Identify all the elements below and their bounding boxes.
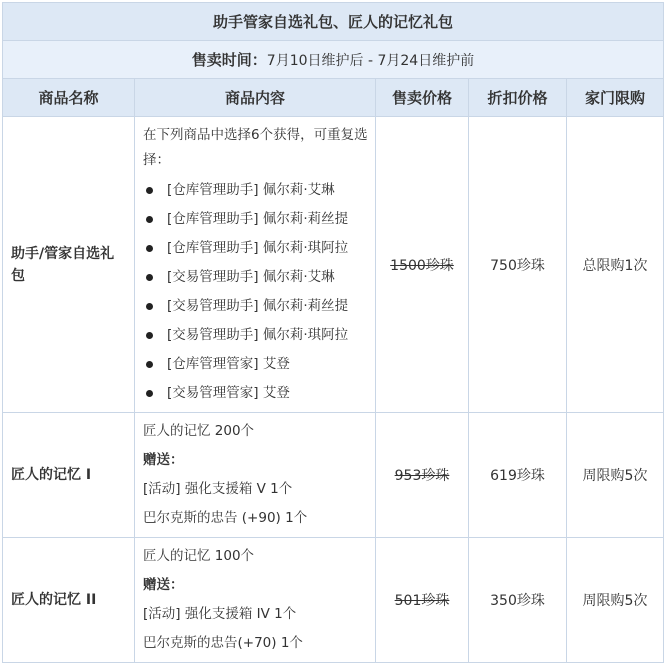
sale-time <box>3 41 664 79</box>
gift-label: 赠送： <box>143 577 184 593</box>
header-limit: 家门限购 <box>567 79 664 117</box>
product-content <box>135 538 376 663</box>
product-content <box>135 117 376 413</box>
sale-time-label: 售卖时间： <box>191 51 267 69</box>
list-item: [仓库管理助手] 佩尔莉·莉丝提 <box>143 205 369 234</box>
product-intro: 在下列商品中选择6个获得，可重复选择： <box>143 127 368 168</box>
header-content: 商品内容 <box>135 79 376 117</box>
page <box>2 2 663 663</box>
gift-item: [活动] 强化支援箱 V 1个 <box>143 481 293 497</box>
header-name: 商品名称 <box>3 79 135 117</box>
product-name: 匠人的记忆 I <box>3 413 135 538</box>
product-name: 匠人的记忆 II <box>3 538 135 663</box>
list-item: [仓库管理管家] 艾登 <box>143 350 369 379</box>
gift-item: [活动] 强化支援箱 IV 1个 <box>143 606 297 622</box>
option-list <box>143 176 369 408</box>
discount-price: 750珍珠 <box>469 117 567 413</box>
original-price: 1500珍珠 <box>376 117 469 413</box>
bullet-icon <box>146 245 153 252</box>
table-title-row <box>3 3 664 41</box>
gift-item: 巴尔克斯的忠告 (+90) 1个 <box>143 510 308 526</box>
list-item: [交易管理助手] 佩尔莉·莉丝提 <box>143 292 369 321</box>
list-item: [交易管理管家] 艾登 <box>143 379 369 408</box>
list-item: [交易管理助手] 佩尔莉·琪阿拉 <box>143 321 369 350</box>
gift-pack-table <box>2 2 664 663</box>
main-item: 匠人的记忆 100个 <box>143 548 255 564</box>
bullet-icon <box>146 361 153 368</box>
table-row <box>3 117 664 413</box>
discount-price: 350珍珠 <box>469 538 567 663</box>
bullet-icon <box>146 216 153 223</box>
purchase-limit: 总限购1次 <box>567 117 664 413</box>
list-item: [仓库管理助手] 佩尔莉·艾琳 <box>143 176 369 205</box>
header-price: 售卖价格 <box>376 79 469 117</box>
bullet-icon <box>146 390 153 397</box>
bullet-icon <box>146 274 153 281</box>
sale-time-row <box>3 41 664 79</box>
purchase-limit: 周限购5次 <box>567 538 664 663</box>
bullet-icon <box>146 332 153 339</box>
main-item: 匠人的记忆 200个 <box>143 423 255 439</box>
product-content <box>135 413 376 538</box>
original-price: 953珍珠 <box>376 413 469 538</box>
original-price: 501珍珠 <box>376 538 469 663</box>
sale-time-value: 7月10日维护后 - 7月24日维护前 <box>266 53 475 69</box>
table-row <box>3 413 664 538</box>
product-name: 助手/管家自选礼包 <box>3 117 135 413</box>
gift-label: 赠送： <box>143 452 184 468</box>
table-header-row <box>3 79 664 117</box>
list-item: [仓库管理助手] 佩尔莉·琪阿拉 <box>143 234 369 263</box>
list-item: [交易管理助手] 佩尔莉·艾琳 <box>143 263 369 292</box>
gift-item: 巴尔克斯的忠告(+70) 1个 <box>143 635 303 651</box>
table-title: 助手管家自选礼包、匠人的记忆礼包 <box>3 3 664 41</box>
discount-price: 619珍珠 <box>469 413 567 538</box>
bullet-icon <box>146 303 153 310</box>
bullet-icon <box>146 187 153 194</box>
header-discount: 折扣价格 <box>469 79 567 117</box>
purchase-limit: 周限购5次 <box>567 413 664 538</box>
table-row <box>3 538 664 663</box>
